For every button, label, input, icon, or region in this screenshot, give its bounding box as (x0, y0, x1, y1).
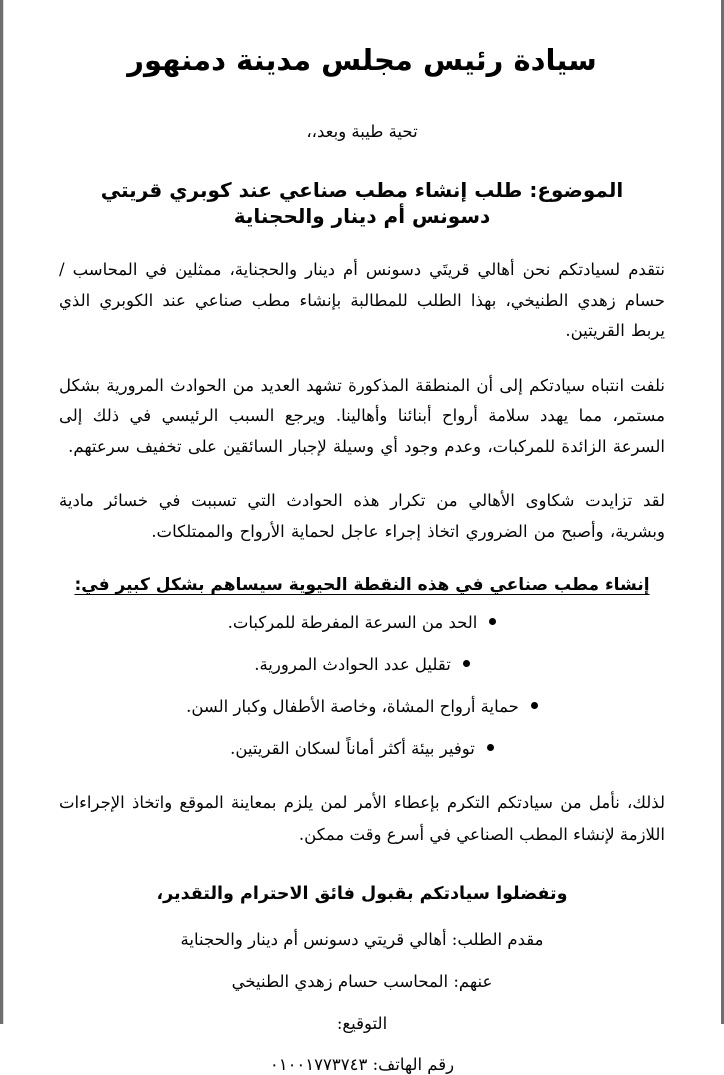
page-title: سيادة رئيس مجلس مدينة دمنهور (127, 43, 597, 77)
bullet-icon (489, 618, 496, 625)
bullet-icon (463, 660, 470, 667)
list-item (59, 653, 665, 678)
bullet-icon (487, 744, 494, 751)
signature-block (59, 930, 665, 1075)
list-item-label: الحد من السرعة المفرطة للمركبات. (227, 613, 478, 633)
bullet-icon (531, 702, 538, 709)
body-paragraph-2: نلفت انتباه سيادتكم إلى أن المنطقة المذكورة تشهد العديد من الحوادث المرورية بشكل مستمر، مما يهدد سلامة أرواح أبنائنا وأهالينا. ويرجع السبب الرئيسي في ذلك إلى السرعة الزائدة للمركبات، وعدم وجود أي وسيلة لإجبار السائقين على تخفيف سرعتهم. (59, 375, 665, 456)
greeting-line: تحية طيبة وبعد،، (306, 122, 418, 142)
list-item (59, 737, 665, 762)
list-item-label: حماية أرواح المشاة، وخاصة الأطفال وكبار السن. (186, 696, 519, 716)
list-item-label: توفير بيئة أكثر أماناً لسكان القريتين. (230, 738, 475, 758)
document-sheet (3, 0, 721, 1075)
phone-line: رقم الهاتف: ٠١٠٠١٧٧٣٧٤٣ (269, 1055, 455, 1075)
subject-line: الموضوع: طلب إنشاء مطب صناعي عند كوبري قريتي دسونس أم دينار والحجناية (100, 178, 624, 229)
signature-label: التوقيع: (336, 1013, 388, 1033)
submitter-line: مقدم الطلب: أهالي قريتي دسونس أم دينار والحجناية (180, 930, 544, 950)
closing-paragraph: لذلك، نأمل من سيادتكم التكرم بإعطاء الأمر لمن يلزم بمعاينة الموقع واتخاذ الإجراءات اللازمة لإنشاء المطب الصناعي في أسرع وقت ممكن. (59, 793, 665, 844)
body-paragraph-1: نتقدم لسيادتكم نحن أهالي قريتَي دسونس أم دينار والحجناية، ممثلين في المحاسب / حسام زهدي الطنيخي، بهذا الطلب للمطالبة بإنشاء مطب صناعي عند الكوبري الذي يربط القريتين. (59, 260, 665, 341)
list-item (59, 611, 665, 636)
list-item-label: تقليل عدد الحوادث المرورية. (254, 655, 451, 675)
representative-line: عنهم: المحاسب حسام زهدي الطنيخي (231, 971, 493, 991)
list-item (59, 695, 665, 720)
benefits-list (59, 611, 665, 761)
regards-line: وتفضلوا سيادتكم بقبول فائق الاحترام والتقدير، (156, 884, 568, 905)
benefits-heading: إنشاء مطب صناعي في هذه النقطة الحيوية سيساهم بشكل كبير في: (74, 575, 650, 596)
body-paragraph-3: لقد تزايدت شكاوى الأهالي من تكرار هذه الحوادث التي تسببت في خسائر مادية وبشرية، وأصبح من الضروري اتخاذ إجراء عاجل لحماية الأرواح والممتلكات. (59, 491, 665, 541)
